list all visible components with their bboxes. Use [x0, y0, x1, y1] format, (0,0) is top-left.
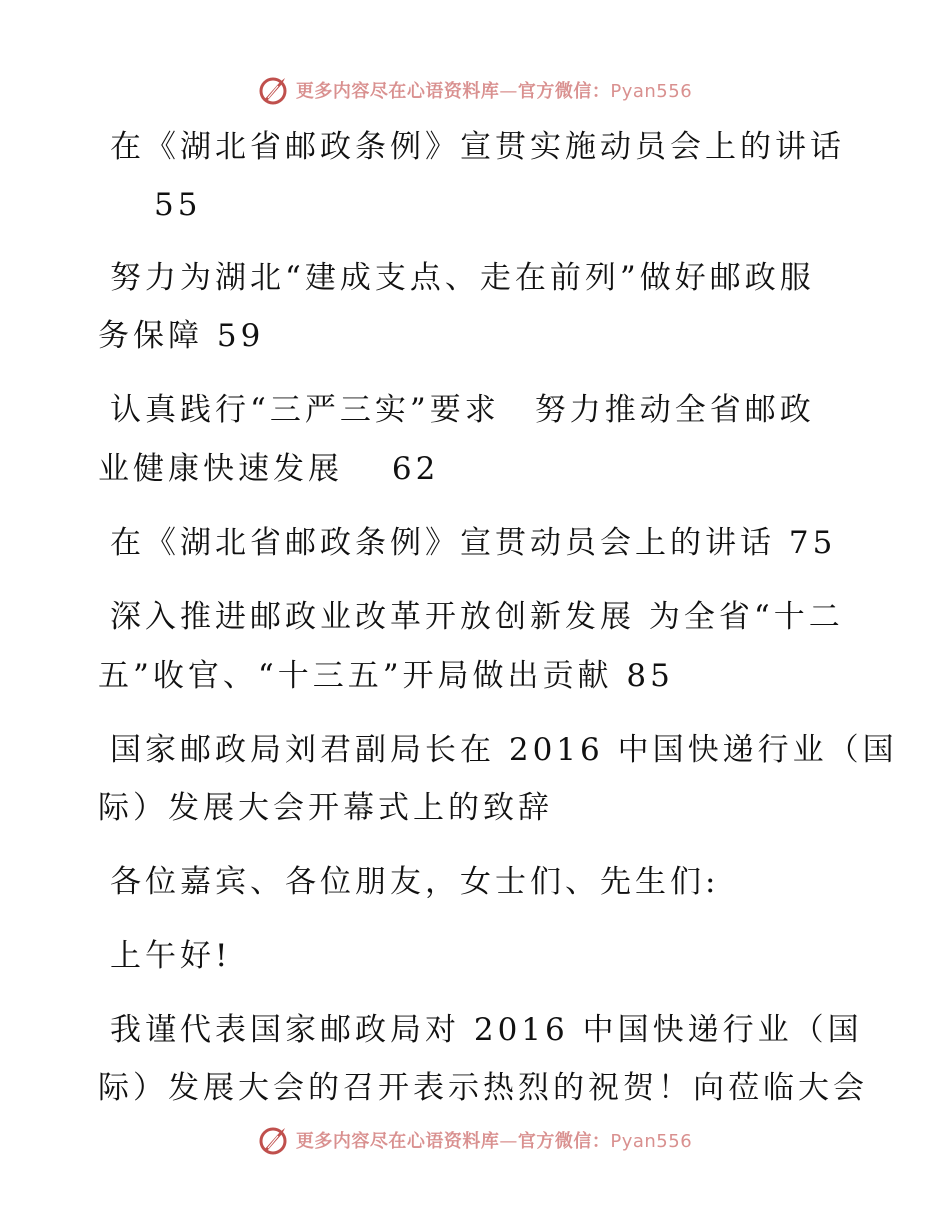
section-title-line: 际）发展大会开幕式上的致辞: [98, 790, 553, 826]
watermark-wechat-label: 官方微信：: [517, 81, 611, 102]
watermark-dash: —: [499, 1131, 518, 1152]
paragraph-line: 我谨代表国家邮政局对 2016 中国快递行业（国: [110, 1012, 863, 1048]
paragraph-line: 际）发展大会的召开表示热烈的祝贺！向莅临大会: [98, 1070, 868, 1106]
watermark-dash: —: [499, 81, 518, 102]
toc-entry-line: 五”收官、“十三五”开局做出贡献 85: [98, 658, 674, 694]
watermark-wechat-label: 官方微信：: [517, 1131, 611, 1152]
watermark-library-name: 更多内容尽在心语资料库: [295, 81, 500, 102]
greeting: 上午好!: [110, 938, 232, 974]
toc-entry-line: 努力为湖北“建成支点、走在前列”做好邮政服: [110, 260, 815, 296]
toc-entry-line: 在《湖北省邮政条例》宣贯动员会上的讲话 75: [110, 525, 837, 561]
toc-entry-line: 在《湖北省邮政条例》宣贯实施动员会上的讲话: [110, 129, 845, 165]
toc-entry-line: 务保障 59: [98, 318, 265, 354]
toc-entry-line: 认真践行“三严三实”要求 努力推动全省邮政: [110, 392, 815, 428]
watermark-account: Pyan556: [610, 1131, 693, 1152]
quill-logo-icon: [258, 1124, 290, 1156]
watermark-account: Pyan556: [610, 81, 693, 102]
watermark-library-name: 更多内容尽在心语资料库: [295, 1131, 500, 1152]
footer-watermark: [0, 1118, 950, 1162]
toc-page-number: 55: [154, 187, 202, 223]
watermark-text: [296, 1127, 692, 1153]
toc-entry-line: 业健康快速发展 62: [98, 451, 440, 487]
section-title-line: 国家邮政局刘君副局长在 2016 中国快递行业（国: [110, 732, 898, 768]
salutation: 各位嘉宾、各位朋友，女士们、先生们:: [110, 864, 720, 900]
toc-entry-line: 深入推进邮政业改革开放创新发展 为全省“十二: [110, 599, 844, 635]
